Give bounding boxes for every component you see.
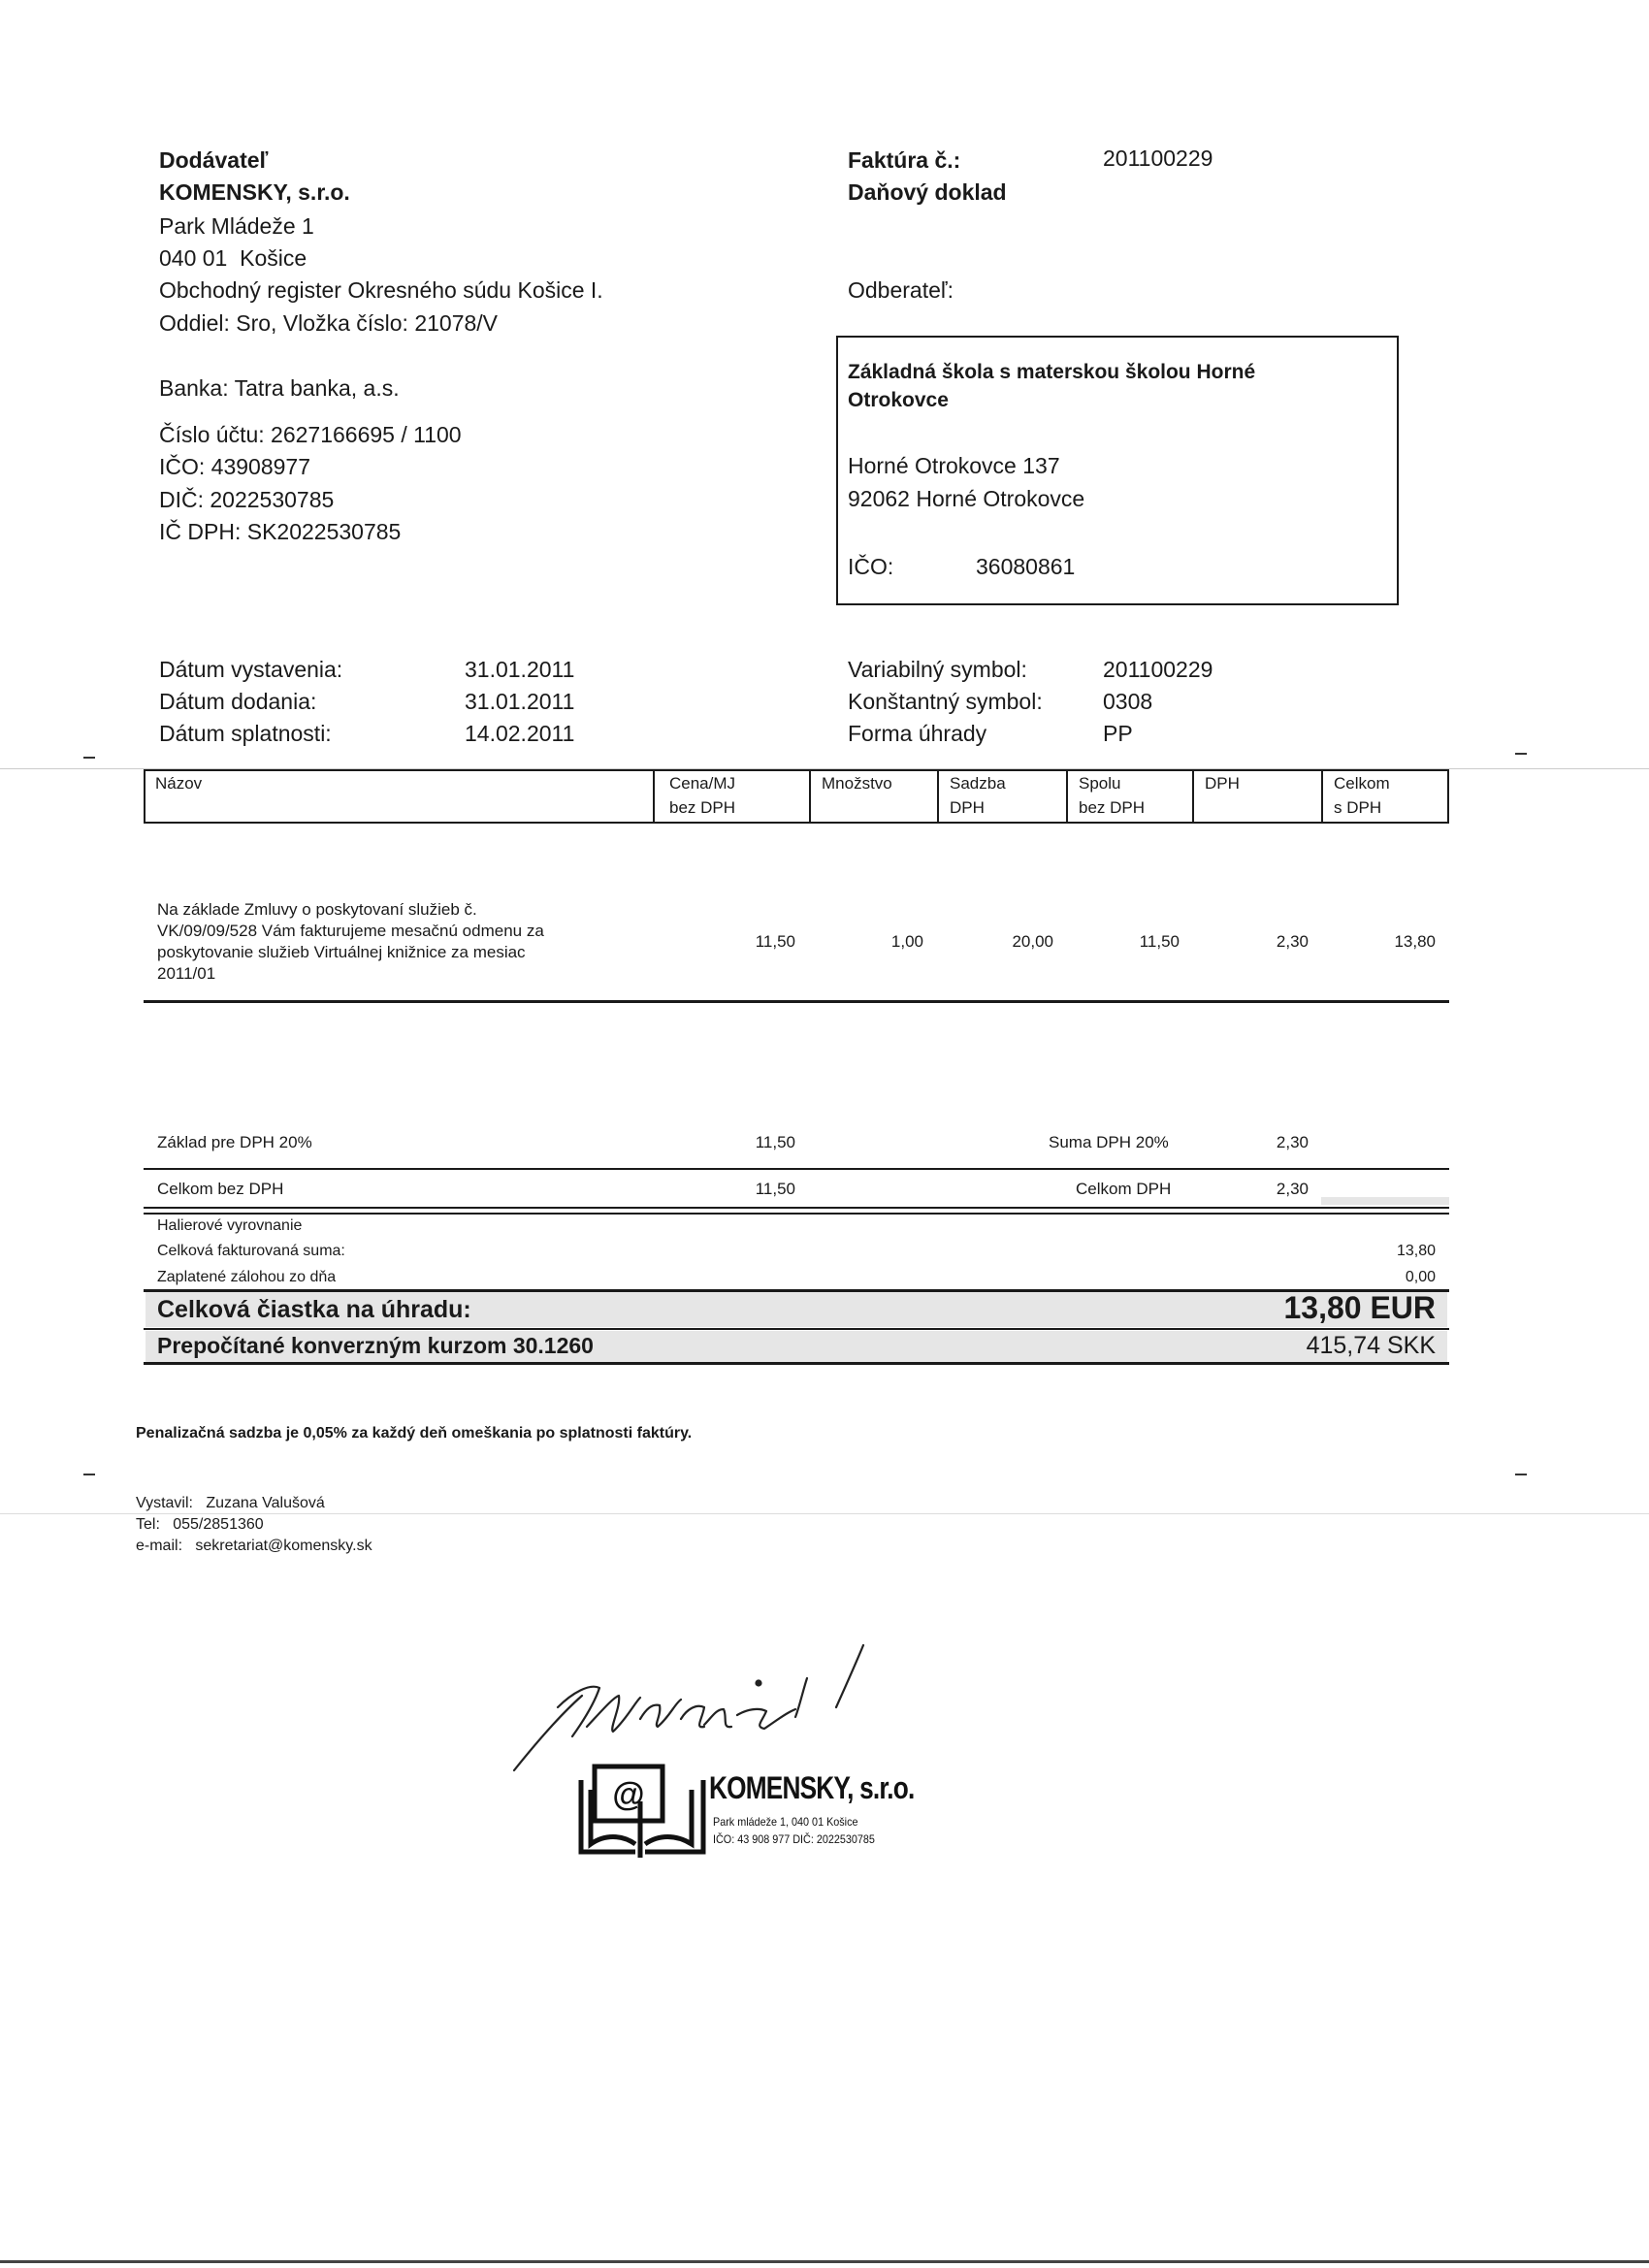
company-stamp xyxy=(575,1763,924,1860)
summary-divider xyxy=(144,1168,1449,1170)
invoice-number: 201100229 xyxy=(1103,146,1213,171)
supplier-heading: Dodávateľ xyxy=(159,147,269,173)
customer-name-line2: Otrokovce xyxy=(848,389,949,411)
customer-street: Horné Otrokovce 137 xyxy=(848,453,1060,478)
item-description-line4: 2011/01 xyxy=(157,964,216,983)
total-divider xyxy=(144,1328,1449,1330)
vat-base: 11,50 xyxy=(755,1133,795,1151)
col-divider xyxy=(1066,769,1068,824)
col-gross-header-sub: s DPH xyxy=(1334,798,1382,817)
item-total: 11,50 xyxy=(1139,932,1180,951)
col-total-header: Spolu xyxy=(1079,774,1121,793)
summary-shade xyxy=(1321,1197,1449,1205)
due-total-label: Celková čiastka na úhradu: xyxy=(157,1296,471,1323)
supplier-ico: IČO: 43908977 xyxy=(159,454,311,479)
item-gross: 13,80 xyxy=(1394,932,1436,951)
col-name-header: Názov xyxy=(155,774,203,793)
supplier-dic: DIČ: 2022530785 xyxy=(159,487,335,512)
due-date: 14.02.2011 xyxy=(465,721,575,746)
payment-method-label: Forma úhrady xyxy=(848,721,987,746)
item-vat: 2,30 xyxy=(1276,932,1309,951)
payment-method: PP xyxy=(1103,721,1133,746)
svg-text:@: @ xyxy=(612,1776,645,1813)
col-qty-header: Množstvo xyxy=(822,774,892,793)
total-divider xyxy=(144,1362,1449,1365)
invoice-number-label: Faktúra č.: xyxy=(848,147,961,173)
issued-date: 31.01.2011 xyxy=(465,657,575,682)
supplier-icdph: IČ DPH: SK2022530785 xyxy=(159,519,402,544)
issued-label: Dátum vystavenia: xyxy=(159,657,343,682)
document-type: Daňový doklad xyxy=(848,179,1007,205)
variable-symbol: 201100229 xyxy=(1103,657,1213,682)
col-price-header-sub: bez DPH xyxy=(669,798,736,817)
items-table-header xyxy=(144,769,1449,824)
advance-paid: 0,00 xyxy=(1405,1269,1436,1285)
customer-ico-label: IČO: xyxy=(848,554,894,579)
penalty-note: Penalizačná sadzba je 0,05% za každý deň omeškania po splatnosti faktúry. xyxy=(136,1425,693,1442)
col-divider xyxy=(653,769,655,824)
vat-total-label: Celkom DPH xyxy=(1076,1180,1172,1198)
scan-line xyxy=(0,1513,1649,1514)
col-divider xyxy=(809,769,811,824)
invoiced-total-label: Celková fakturovaná suma: xyxy=(157,1243,345,1259)
supplier-section: Oddiel: Sro, Vložka číslo: 21078/V xyxy=(159,310,499,336)
constant-symbol: 0308 xyxy=(1103,689,1153,714)
punch-mark xyxy=(83,757,95,759)
item-qty: 1,00 xyxy=(890,932,923,951)
summary-divider xyxy=(144,1213,1449,1215)
supplier-register: Obchodný register Okresného súdu Košice I. xyxy=(159,277,603,303)
customer-city: 92062 Horné Otrokovce xyxy=(848,486,1085,511)
stamp-address: Park mládeže 1, 040 01 Košice xyxy=(713,1815,858,1829)
col-divider xyxy=(937,769,939,824)
due-label: Dátum splatnosti: xyxy=(159,721,332,746)
vat-sum: 2,30 xyxy=(1276,1133,1309,1151)
invoiced-total: 13,80 xyxy=(1396,1243,1436,1259)
summary-divider xyxy=(144,1207,1449,1209)
col-divider xyxy=(1321,769,1323,824)
stamp-ids: IČO: 43 908 977 DIČ: 2022530785 xyxy=(713,1832,875,1846)
col-rate-header: Sadzba xyxy=(950,774,1006,793)
vat-base-label: Základ pre DPH 20% xyxy=(157,1133,312,1151)
issued-by: Vystavil: Zuzana Valušová xyxy=(136,1495,325,1511)
item-description-line2: VK/09/09/528 Vám fakturujeme mesačnú odmenu za xyxy=(157,922,544,940)
advance-label: Zaplatené zálohou zo dňa xyxy=(157,1269,337,1285)
col-gross-header: Celkom xyxy=(1334,774,1390,793)
conversion-label: Prepočítané konverzným kurzom 30.1260 xyxy=(157,1333,594,1358)
col-divider xyxy=(1192,769,1194,824)
conversion-amount: 415,74 SKK xyxy=(1306,1332,1436,1359)
variable-symbol-label: Variabilný symbol: xyxy=(848,657,1027,682)
customer-name-line1: Základná škola s materskou školou Horné xyxy=(848,361,1256,383)
delivery-date: 31.01.2011 xyxy=(465,689,575,714)
item-description-line3: poskytovanie služieb Virtuálnej knižnice za mesiac xyxy=(157,943,526,961)
net-total: 11,50 xyxy=(755,1180,795,1198)
scan-border xyxy=(0,2260,1649,2263)
book-logo-icon xyxy=(575,1763,711,1860)
net-total-label: Celkom bez DPH xyxy=(157,1180,284,1198)
supplier-city: 040 01 Košice xyxy=(159,245,307,271)
punch-mark xyxy=(1515,1474,1527,1475)
punch-mark xyxy=(1515,753,1527,755)
due-total: 13,80 EUR xyxy=(1283,1290,1436,1325)
item-rate: 20,00 xyxy=(1012,932,1053,951)
issuer-phone: Tel: 055/2851360 xyxy=(136,1516,264,1533)
item-price: 11,50 xyxy=(755,932,795,951)
punch-mark xyxy=(83,1474,95,1475)
rounding-label: Halierové vyrovnanie xyxy=(157,1217,303,1234)
supplier-name: KOMENSKY, s.r.o. xyxy=(159,179,350,205)
customer-ico: 36080861 xyxy=(976,554,1076,579)
supplier-street: Park Mládeže 1 xyxy=(159,213,314,239)
customer-label: Odberateľ: xyxy=(848,277,954,303)
col-total-header-sub: bez DPH xyxy=(1079,798,1146,817)
supplier-bank: Banka: Tatra banka, a.s. xyxy=(159,375,400,401)
constant-symbol-label: Konštantný symbol: xyxy=(848,689,1043,714)
supplier-account: Číslo účtu: 2627166695 / 1100 xyxy=(159,422,462,447)
stamp-company: KOMENSKY, s.r.o. xyxy=(709,1770,915,1805)
col-price-header: Cena/MJ xyxy=(669,774,736,793)
col-rate-header-sub: DPH xyxy=(950,798,985,817)
item-description-line1: Na základe Zmluvy o poskytovaní služieb č. xyxy=(157,900,477,919)
row-divider xyxy=(144,1000,1449,1003)
delivery-label: Dátum dodania: xyxy=(159,689,317,714)
issuer-email: e-mail: sekretariat@komensky.sk xyxy=(136,1538,372,1554)
vat-total: 2,30 xyxy=(1276,1180,1309,1198)
vat-sum-label: Suma DPH 20% xyxy=(1049,1133,1169,1151)
col-vat-header: DPH xyxy=(1205,774,1240,793)
